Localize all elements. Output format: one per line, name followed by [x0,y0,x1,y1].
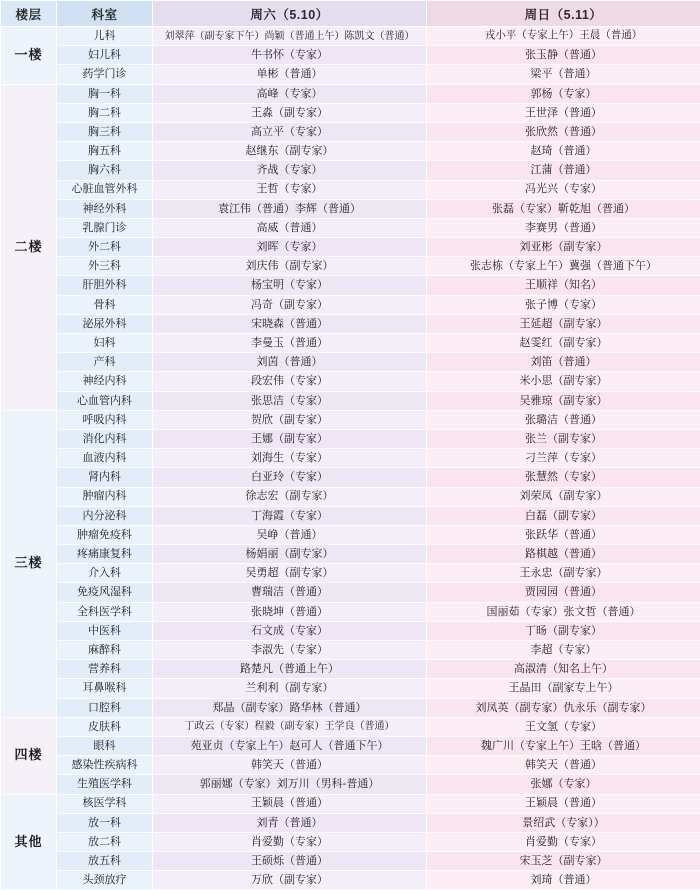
saturday-cell: 吴勇超（副专家） [153,564,427,583]
floor-cell: 四楼 [1,717,57,794]
department-cell: 放五科 [57,852,153,871]
table-row [1,698,700,717]
sunday-cell: 贾园园（普通） [427,583,700,602]
sunday-cell: 丁旸（副专家） [427,621,700,640]
saturday-cell: 郑晶（副专家）路华林（普通） [153,698,427,717]
sunday-cell: 刘凤英（副专家）仇永乐（副专家） [427,698,700,717]
header-row [1,1,700,27]
department-cell: 麻醉科 [57,641,153,660]
table-row [1,775,700,794]
table-row [1,238,700,257]
sunday-cell: 张娜（专家） [427,775,700,794]
sunday-cell: 魏广川（专家上午）王晗（普通） [427,736,700,755]
floor-cell: 一楼 [1,27,57,85]
saturday-cell: 韩笑天（普通） [153,756,427,775]
saturday-cell: 冯奇（副专家） [153,295,427,314]
sunday-cell: 梁平（普通） [427,65,700,84]
saturday-cell: 高立平（专家） [153,122,427,141]
department-cell: 眼科 [57,736,153,755]
floor-cell: 二楼 [1,84,57,410]
saturday-cell: 段宏伟（专家） [153,372,427,391]
saturday-cell: 王哲（专家） [153,180,427,199]
department-cell: 生殖医学科 [57,775,153,794]
saturday-cell: 路楚凡（普通上午） [153,660,427,679]
table-row [1,621,700,640]
sunday-cell: 王晶田（副家专上午） [427,679,700,698]
department-cell: 乳腺门诊 [57,218,153,237]
saturday-cell: 王硕烁（普通） [153,852,427,871]
sunday-cell: 郭杨（专家） [427,84,700,103]
saturday-cell: 苑亚贞（专家上午）赵可人（普通下午） [153,736,427,755]
table-row [1,449,700,468]
department-cell: 药学门诊 [57,65,153,84]
table-row [1,276,700,295]
table-row [1,429,700,448]
sunday-cell: 国丽茹（专家）张文哲（普通） [427,602,700,621]
sunday-cell: 赵雯红（副专家） [427,334,700,353]
table-row [1,142,700,161]
table-row [1,736,700,755]
department-cell: 神经外科 [57,199,153,218]
saturday-cell: 丁政云（专家）程毅（副专家）王学良（普通） [153,717,427,736]
sunday-cell: 刘笛（普通） [427,353,700,372]
table-row [1,84,700,103]
department-cell: 耳鼻喉科 [57,679,153,698]
department-cell: 口腔科 [57,698,153,717]
sunday-cell: 刁兰萍（专家） [427,449,700,468]
saturday-cell: 刘晖（专家） [153,238,427,257]
saturday-cell: 高威（普通） [153,218,427,237]
sunday-cell: 戎小平（专家上午）王晨（普通） [427,27,700,46]
saturday-cell: 刘青（普通） [153,813,427,832]
saturday-cell: 丁海霞（专家） [153,506,427,525]
department-cell: 疼痛康复科 [57,545,153,564]
saturday-cell: 石文成（专家） [153,621,427,640]
department-cell: 内分泌科 [57,506,153,525]
sunday-cell: 高淑清（知名上午） [427,660,700,679]
saturday-cell: 张晓坤（普通） [153,602,427,621]
table-row [1,602,700,621]
sunday-cell: 刘亚彬（副专家） [427,238,700,257]
saturday-cell: 刘海生（专家） [153,449,427,468]
saturday-cell: 徐志宏（副专家） [153,487,427,506]
table-row [1,314,700,333]
department-cell: 核医学科 [57,794,153,813]
table-row [1,372,700,391]
saturday-cell: 高峰（专家） [153,84,427,103]
table-row [1,199,700,218]
table-row [1,122,700,141]
sunday-cell: 韩笑天（普通） [427,756,700,775]
sunday-cell: 王文氢（专家） [427,717,700,736]
department-cell: 妇科 [57,334,153,353]
sunday-cell: 张慧然（专家） [427,468,700,487]
sunday-cell: 景绍武（专家）） [427,813,700,832]
sunday-cell: 白磊（副专家） [427,506,700,525]
floor-cell: 其他 [1,794,57,890]
department-cell: 肝胆外科 [57,276,153,295]
department-cell: 消化内科 [57,429,153,448]
sunday-cell: 宋玉芝（副专家） [427,852,700,871]
table-row [1,391,700,410]
department-cell: 介入科 [57,564,153,583]
saturday-cell: 王淼（副专家） [153,103,427,122]
table-row [1,717,700,736]
department-cell: 免疫风湿科 [57,583,153,602]
table-row [1,27,700,46]
department-cell: 感染性疾病科 [57,756,153,775]
table-row [1,410,700,429]
department-cell: 中医科 [57,621,153,640]
saturday-cell: 白亚玲（专家） [153,468,427,487]
sunday-cell: 王延超（副专家） [427,314,700,333]
saturday-cell: 刘翠萍（副专家下午）尚颖（普通上午）陈凯文（普通） [153,27,427,46]
saturday-cell: 王娜（副专家） [153,429,427,448]
saturday-cell: 刘庆伟（副专家） [153,257,427,276]
table-row [1,545,700,564]
table-row [1,295,700,314]
sunday-cell: 张志栋（专家上午）冀强（普通下午） [427,257,700,276]
department-cell: 胸二科 [57,103,153,122]
department-cell: 放一科 [57,813,153,832]
sunday-cell: 王颖晨（普通） [427,794,700,813]
table-row [1,641,700,660]
sunday-cell: 路棋越（普通） [427,545,700,564]
table-row [1,46,700,65]
sunday-cell: 李赛男（普通） [427,218,700,237]
sunday-cell: 张磊（专家）靳乾旭（普通） [427,199,700,218]
saturday-cell: 牛书怀（专家） [153,46,427,65]
table-row [1,180,700,199]
saturday-cell: 郭丽娜（专家）刘万川（男科-普通） [153,775,427,794]
department-cell: 骨科 [57,295,153,314]
table-row [1,161,700,180]
saturday-cell: 刘茵（普通） [153,353,427,372]
sunday-cell: 吴雅琼（副专家） [427,391,700,410]
department-cell: 肿瘤免疫科 [57,525,153,544]
saturday-cell: 齐战（专家） [153,161,427,180]
department-cell: 营养科 [57,660,153,679]
sunday-cell: 张璐洁（普通） [427,410,700,429]
column-header-saturday: 周六（5.10） [153,1,427,27]
sunday-cell: 王世泽（普通） [427,103,700,122]
table-row [1,564,700,583]
table-row [1,103,700,122]
department-cell: 皮肤科 [57,717,153,736]
column-header-department: 科室 [57,1,153,27]
saturday-cell: 张思洁（专家） [153,391,427,410]
saturday-cell: 贺欣（副专家） [153,410,427,429]
department-cell: 儿科 [57,27,153,46]
department-cell: 神经内科 [57,372,153,391]
column-header-sunday: 周日（5.11） [427,1,700,27]
column-header-floor: 楼层 [1,1,57,27]
saturday-cell: 杨宝明（专家） [153,276,427,295]
table-row [1,506,700,525]
saturday-cell: 万欣（副专家） [153,871,427,890]
table-row [1,852,700,871]
department-cell: 血液内科 [57,449,153,468]
saturday-cell: 兰利利（副专家） [153,679,427,698]
table-body [1,27,700,890]
table-row [1,468,700,487]
sunday-cell: 赵琦（普通） [427,142,700,161]
saturday-cell: 单彬（普通） [153,65,427,84]
table-header [1,1,700,27]
department-cell: 胸六科 [57,161,153,180]
sunday-cell: 张欣然（普通） [427,122,700,141]
table-row [1,487,700,506]
department-cell: 肾内科 [57,468,153,487]
saturday-cell: 杨娟丽（副专家） [153,545,427,564]
department-cell: 放二科 [57,832,153,851]
sunday-cell: 冯光兴（专家） [427,180,700,199]
table-row [1,660,700,679]
sunday-cell: 米小思（副专家） [427,372,700,391]
sunday-cell: 王顺祥（知名） [427,276,700,295]
department-cell: 外三科 [57,257,153,276]
department-cell: 头颈放疗 [57,871,153,890]
table-row [1,583,700,602]
table-row [1,218,700,237]
department-cell: 呼吸内科 [57,410,153,429]
sunday-cell: 刘荣凤（副专家） [427,487,700,506]
department-cell: 妇儿科 [57,46,153,65]
department-cell: 全科医学科 [57,602,153,621]
table-row [1,65,700,84]
sunday-cell: 张子博（专家） [427,295,700,314]
table-row [1,871,700,890]
department-cell: 泌尿外科 [57,314,153,333]
sunday-cell: 张跃华（普通） [427,525,700,544]
table-row [1,679,700,698]
table-row [1,525,700,544]
table-row [1,257,700,276]
sunday-cell: 刘琦（普通） [427,871,700,890]
department-cell: 产科 [57,353,153,372]
department-cell: 心血管内科 [57,391,153,410]
saturday-cell: 袁江伟（普通）李辉（普通） [153,199,427,218]
department-cell: 胸三科 [57,122,153,141]
table-row [1,756,700,775]
table-row [1,334,700,353]
sunday-cell: 张兰（副专家） [427,429,700,448]
saturday-cell: 李曼玉（普通） [153,334,427,353]
table-row [1,353,700,372]
department-cell: 外二科 [57,238,153,257]
sunday-cell: 王永忠（副专家） [427,564,700,583]
department-cell: 胸五科 [57,142,153,161]
saturday-cell: 肖爱勤（专家） [153,832,427,851]
saturday-cell: 李淑先（专家） [153,641,427,660]
department-cell: 心脏血管外科 [57,180,153,199]
sunday-cell: 江蒲（普通） [427,161,700,180]
department-cell: 胸一科 [57,84,153,103]
sunday-cell: 张玉静（普通） [427,46,700,65]
table-row [1,794,700,813]
saturday-cell: 王颖晨（普通） [153,794,427,813]
saturday-cell: 曹瑞洁（普通） [153,583,427,602]
saturday-cell: 赵继东（副专家） [153,142,427,161]
table-row [1,813,700,832]
saturday-cell: 吴峥（普通） [153,525,427,544]
table-row [1,832,700,851]
saturday-cell: 宋晓森（普通） [153,314,427,333]
sunday-cell: 李超（专家） [427,641,700,660]
sunday-cell: 肖爱勤（专家） [427,832,700,851]
floor-cell: 三楼 [1,410,57,717]
department-cell: 肿瘤内科 [57,487,153,506]
